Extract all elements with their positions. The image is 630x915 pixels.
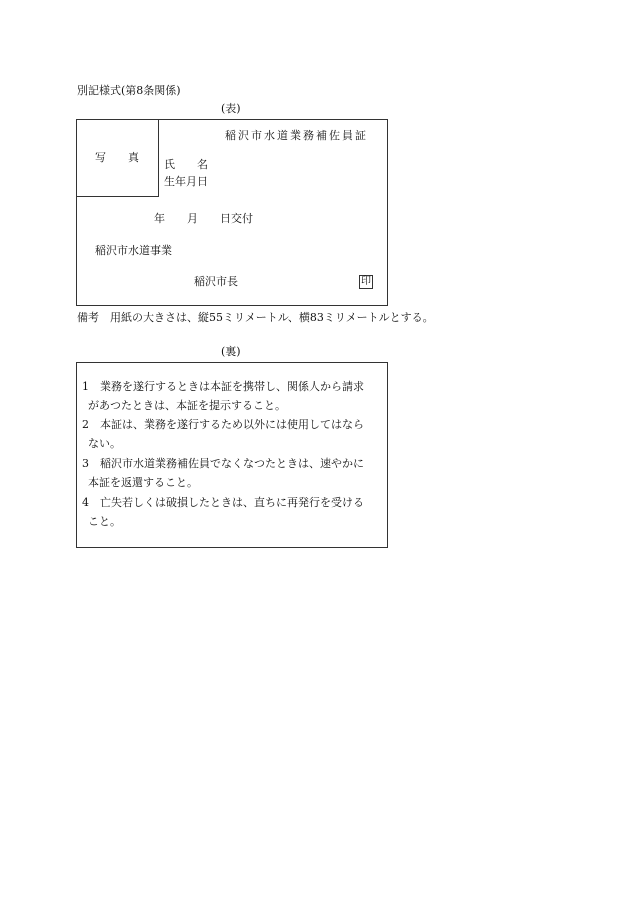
- item-text-line: ない。: [88, 437, 121, 450]
- birth-date-label: 生年月日: [164, 175, 208, 188]
- list-item: [82, 454, 387, 492]
- item-text-line: 亡失若しくは破損したときは、直ちに再発行を受ける: [100, 496, 364, 509]
- card-front: [76, 119, 388, 306]
- item-text-line: こと。: [88, 515, 121, 528]
- item-number: 1: [82, 380, 89, 393]
- name-label: 氏 名: [164, 158, 208, 171]
- back-label: (裏): [221, 345, 241, 358]
- photo-box: [76, 119, 159, 197]
- card-title: 稲沢市水道業務補佐員証: [225, 129, 368, 142]
- remarks-note: 備考 用紙の大きさは、縦55ミリメートル、横83ミリメートルとする。: [77, 311, 434, 324]
- issuer-name: 稲沢市長: [194, 275, 238, 288]
- item-number: 3: [82, 457, 89, 470]
- list-item: [82, 377, 387, 415]
- item-text-line: 稲沢市水道業務補佐員でなくなつたときは、速やかに: [100, 457, 364, 470]
- photo-label: 写 真: [95, 151, 139, 164]
- item-text-line: 本証は、業務を遂行するため以外には使用してはなら: [100, 418, 364, 431]
- list-item: [82, 415, 387, 453]
- item-text-line: 本証を返還すること。: [88, 476, 198, 489]
- issue-date-line: 年 月 日交付: [154, 212, 253, 225]
- list-item: [82, 493, 387, 531]
- item-number: 2: [82, 418, 89, 431]
- item-text-line: があつたときは、本証を提示すること。: [88, 399, 286, 412]
- item-number: 4: [82, 496, 89, 509]
- front-label: (表): [221, 102, 241, 115]
- organization-name: 稲沢市水道事業: [95, 244, 172, 257]
- seal-mark: 印: [361, 276, 371, 287]
- item-text-line: 業務を遂行するときは本証を携帯し、関係人から請求: [100, 380, 364, 393]
- form-header: 別記様式(第8条関係): [77, 84, 181, 97]
